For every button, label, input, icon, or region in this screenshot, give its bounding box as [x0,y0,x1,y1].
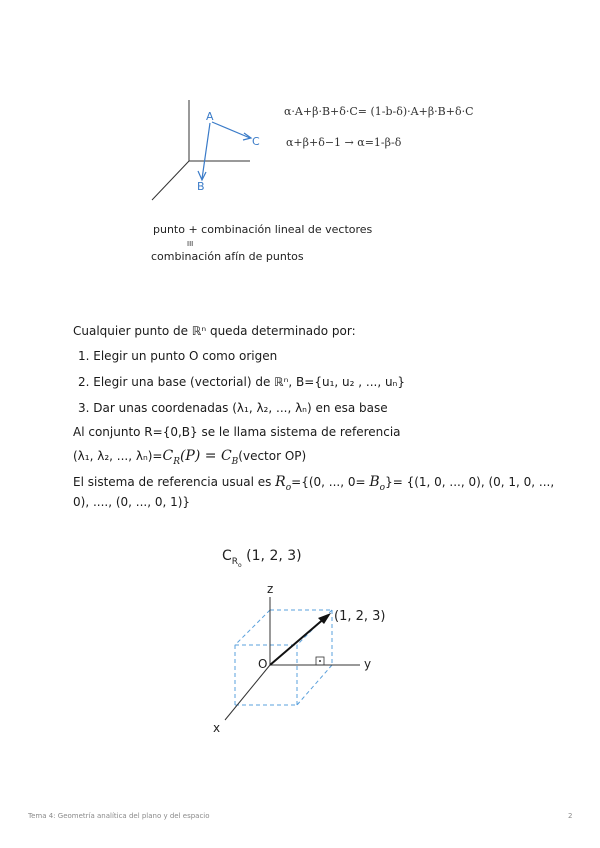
coordinates-math: $C_R(P) = C_B$ [162,448,239,467]
page-number: 2 [568,812,573,820]
origin-label: O [258,657,268,671]
sketch-note-affine: combinación afín de puntos [151,250,304,263]
x-axis [225,665,270,720]
sketch-vector-ac [212,122,250,138]
sketch-axis-diagonal [152,161,189,200]
list-item: 1. Elegir un punto O como origen [78,349,278,363]
coordinates-line [73,448,306,467]
sketch-note-linear: punto + combinación lineal de vectores [153,223,373,236]
reference-system-definition: Al conjunto R={0,B} se le llama sistema de referencia [73,425,401,439]
sketch-vector-ab [202,123,210,179]
coordinates-lhs: (λ₁, λ₂, ..., λₙ)= [73,449,163,463]
x-axis-label: x [213,721,221,735]
list-item: 3. Dar unas coordenadas (λ₁, λ₂, ..., λₙ) en esa base [78,401,388,415]
sketch-equation-1: α·A+β·B+δ·C= (1-b-δ)·A+β·B+δ·C [284,105,474,118]
usual-system-line-2: 0), ...., (0, ..., 0, 1)} [73,495,191,509]
sketch-equation-2: α+β+δ−1 → α=1-β-δ [286,136,402,149]
point-label: (1, 2, 3) [334,609,386,624]
sketch-label-b: B [197,180,205,193]
footer-title: Tema 4: Geometría analítica del plano y del espacio [28,812,210,820]
intro-text: Cualquier punto de ℝⁿ queda determinado por: [73,324,356,338]
figure-title: $C_{R_o}$ (1, 2, 3) [222,548,302,569]
y-axis-label: y [364,657,372,671]
z-axis-label: z [267,582,274,596]
list-item: 2. Elegir una base (vectorial) de ℝⁿ, B={u₁, u₂ , ..., uₙ} [78,375,405,389]
sketch-diagram [140,95,280,205]
vector-op [270,617,326,665]
sketch-equivalence-mark: III [187,240,194,248]
coordinates-rhs: (vector OP) [238,449,307,463]
sketch-label-a: A [206,110,214,123]
sketch-label-c: C [252,135,260,148]
usual-system-line-1: El sistema de referencia usual es $R_o=\{(0$, ..., $0= B_o\}= \{(1$, 0, ..., 0), (0, 1, 0, ..., [73,474,555,493]
coordinate-figure [200,575,400,735]
